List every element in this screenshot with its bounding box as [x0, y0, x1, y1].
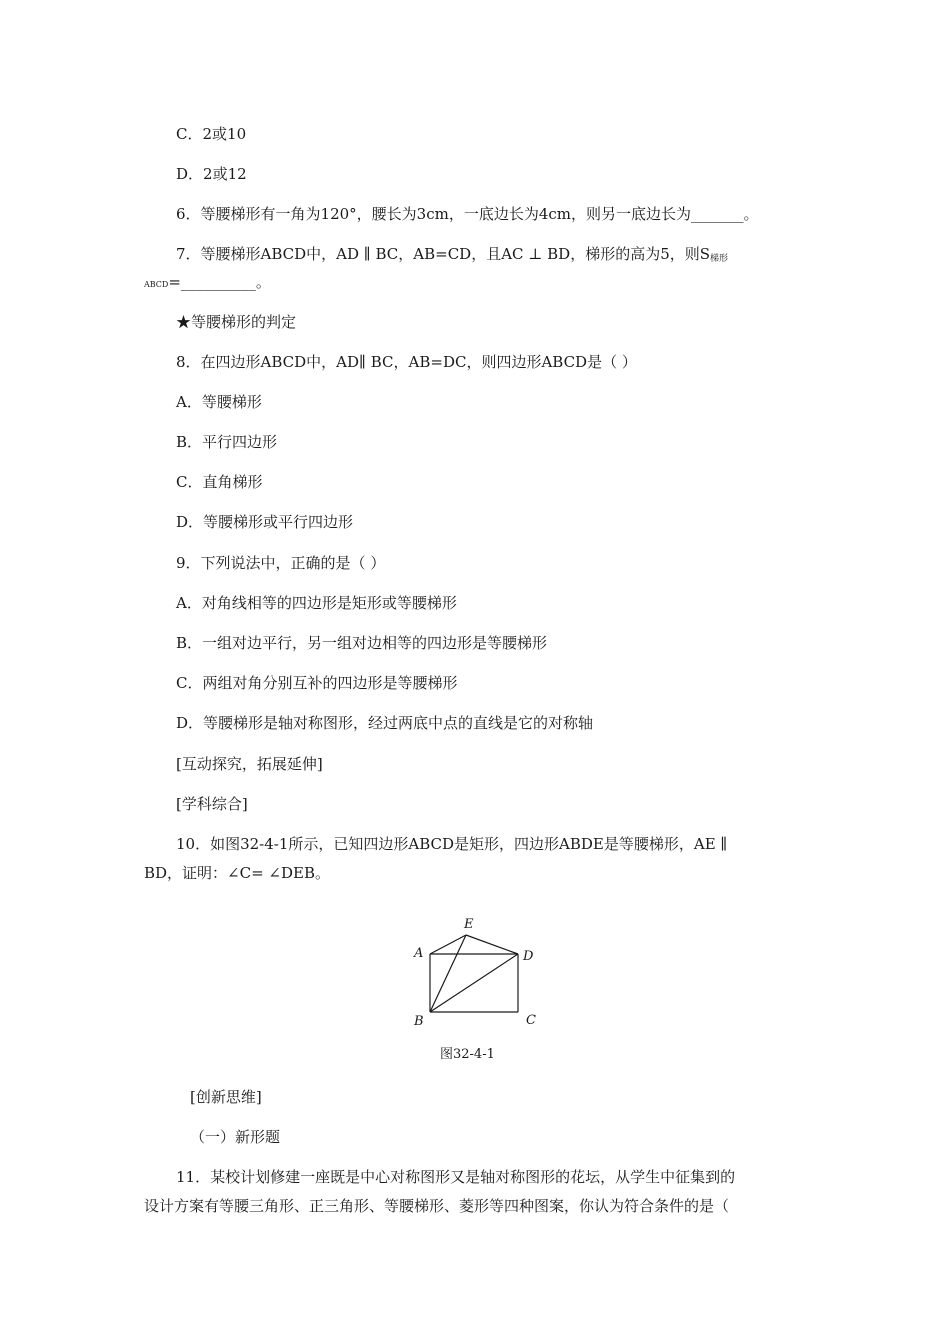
q8-option-b: B．平行四边形	[176, 433, 278, 451]
question-7-text: 7．等腰梯形ABCD中，AD ∥ BC，AB=CD，且AC ⊥ BD，梯形的高为5，则S	[176, 245, 711, 263]
section-judgement: ★等腰梯形的判定	[176, 313, 297, 331]
q9-option-b: B．一组对边平行，另一组对边相等的四边形是等腰梯形	[176, 634, 548, 652]
question-10-line1: 10．如图32-4-1所示，已知四边形ABCD是矩形，四边形ABDE是等腰梯形，AE ∥	[176, 835, 728, 853]
question-7-line1	[176, 244, 728, 269]
q8-option-c: C．直角梯形	[176, 473, 263, 491]
edge-ae	[430, 935, 466, 954]
question-7-abcd: ABCD	[144, 280, 169, 289]
q5-option-c: C．2或10	[176, 125, 247, 143]
question-11-line1: 11．某校计划修建一座既是中心对称图形又是轴对称图形的花坛，从学生中征集到的	[176, 1168, 736, 1186]
label-b: B	[414, 1014, 424, 1029]
section-subject: [学科综合]	[176, 795, 248, 813]
q9-option-d: D．等腰梯形是轴对称图形，经过两底中点的直线是它的对称轴	[176, 714, 594, 732]
label-e: E	[464, 917, 474, 932]
q5-option-d: D．2或12	[176, 165, 247, 183]
question-6: 6．等腰梯形有一角为120°，腰长为3cm，一底边长为4cm，则另一底边长为_______。	[176, 205, 759, 223]
question-11-line2: 设计方案有等腰三角形、正三角形、等腰梯形、菱形等四种图案，你认为符合条件的是（	[144, 1197, 730, 1215]
question-10-line2: BD，证明：∠C= ∠DEB。	[144, 864, 330, 882]
edge-ed	[466, 935, 518, 954]
label-d: D	[523, 949, 534, 964]
question-7-blank: =__________。	[168, 273, 271, 291]
q9-option-c: C．两组对角分别互补的四边形是等腰梯形	[176, 674, 458, 692]
label-c: C	[526, 1013, 536, 1028]
question-8: 8．在四边形ABCD中，AD∥ BC，AB=DC，则四边形ABCD是（ ）	[176, 353, 637, 371]
question-9: 9．下列说法中，正确的是（ ）	[176, 554, 386, 572]
section-explore: [互动探究，拓展延伸]	[176, 755, 323, 773]
question-7-subscript: 梯形	[710, 254, 729, 264]
figure-caption: 图32-4-1	[440, 1047, 495, 1062]
q8-option-a: A．等腰梯形	[176, 393, 262, 411]
section-innovate: [创新思维]	[190, 1088, 262, 1106]
label-a: A	[414, 946, 424, 961]
q8-option-d: D．等腰梯形或平行四边形	[176, 513, 354, 531]
question-7-line2	[144, 272, 271, 295]
q9-option-a: A．对角线相等的四边形是矩形或等腰梯形	[176, 594, 457, 612]
section-new-type: （一）新形题	[190, 1128, 281, 1146]
figure-32-4-1	[400, 912, 550, 1032]
